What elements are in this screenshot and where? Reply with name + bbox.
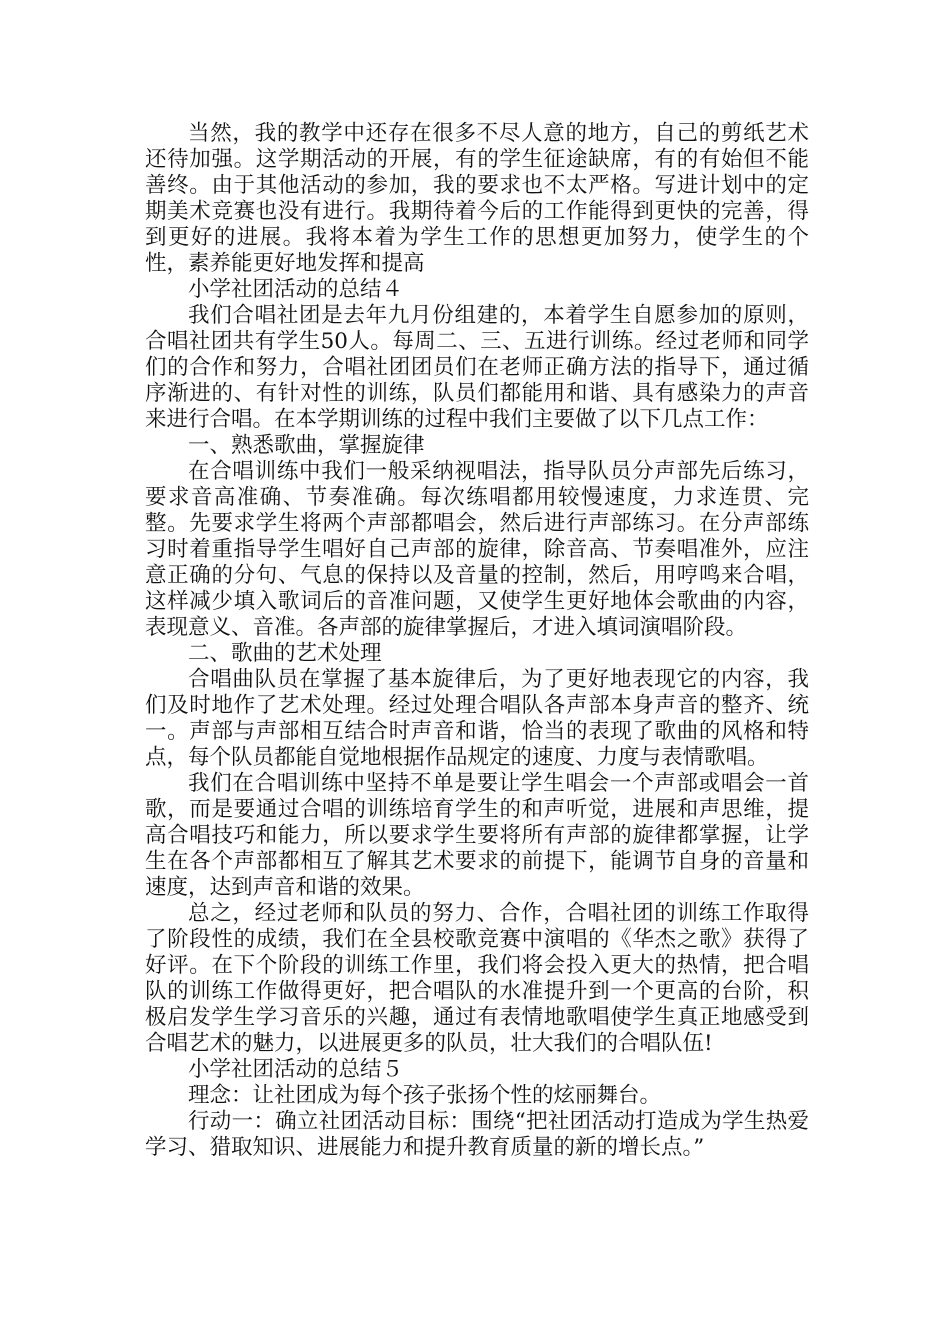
heading-summary-5: 小学社团活动的总结５ [188,1057,404,1082]
document-page [145,121,809,1161]
paragraph-action-one: 行动一：确立社团活动目标：围绕“把社团活动打造成为学生热爱学习、猎取知识、进展能力和提升教育质量的新的增长点。” [145,1109,809,1160]
paragraph-conclusion: 总之，经过老师和队员的努力、合作，合唱社团的训练工作取得了阶段性的成绩，我们在全县校歌竞赛中演唱的《华杰之歌》获得了好评。在下个阶段的训练工作里，我们将会投入更大的热情，把合唱队的训练工作做得更好，把合唱队的水准提升到一个更高的台阶，积极启发学生学习音乐的兴趣，通过有表情地歌唱使学生真正地感受到合唱艺术的魅力，以进展更多的队员，壮大我们的合唱队伍! [145,901,809,1056]
heading-section-1: 一、熟悉歌曲，掌握旋律 [188,433,425,458]
heading-summary-4: 小学社团活动的总结４ [188,277,404,302]
paragraph-sight-singing: 在合唱训练中我们一般采纳视唱法，指导队员分声部先后练习，要求音高准确、节奏准确。每次练唱都用较慢速度，力求连贯、完整。先要求学生将两个声部都唱会，然后进行声部练习。在分声部练习时着重指导学生唱好自己声部的旋律，除音高、节奏唱准外，应注意正确的分句、气息的保持以及音量的控制，然后，用哼鸣来合唱，这样减少填入歌词后的音准问题，又使学生更好地体会歌曲的内容，表现意义、音准。各声部的旋律掌握后，才进入填词演唱阶段。 [145,459,809,640]
paragraph-art-processing: 合唱曲队员在掌握了基本旋律后，为了更好地表现它的内容，我们及时地作了艺术处理。经过处理合唱队各声部本身声音的整齐、统一。声部与声部相互结合时声音和谐，恰当的表现了歌曲的风格和特点，每个队员都能自觉地根据作品规定的速度、力度与表情歌唱。 [145,667,809,770]
heading-section-2: 二、歌曲的艺术处理 [188,641,382,666]
paragraph-philosophy: 理念：让社团成为每个孩子张扬个性的炫丽舞台。 [188,1083,662,1108]
paragraph-art-reflection: 当然，我的教学中还存在很多不尽人意的地方，自己的剪纸艺术还待加强。这学期活动的开展，有的学生征途缺席，有的有始但不能善终。由于其他活动的参加，我的要求也不太严格。写进计划中的定期美术竞赛也没有进行。我期待着今后的工作能得到更快的完善，得到更好的进展。我将本着为学生工作的思想更加努力，使学生的个性，素养能更好地发挥和提高 [145,121,809,276]
paragraph-harmony-training: 我们在合唱训练中坚持不单是要让学生唱会一个声部或唱会一首歌，而是要通过合唱的训练培育学生的和声听觉，进展和声思维，提高合唱技巧和能力，所以要求学生要将所有声部的旋律都掌握，让学生在各个声部都相互了解其艺术要求的前提下，能调节自身的音量和速度，达到声音和谐的效果。 [145,771,809,900]
paragraph-choir-intro: 我们合唱社团是去年九月份组建的，本着学生自愿参加的原则，合唱社团共有学生50人。每周二、三、五进行训练。经过老师和同学们的合作和努力，合唱社团团员们在老师正确方法的指导下，通过循序渐进的、有针对性的训练，队员们都能用和谐、具有感染力的声音来进行合唱。在本学期训练的过程中我们主要做了以下几点工作： [145,303,809,432]
